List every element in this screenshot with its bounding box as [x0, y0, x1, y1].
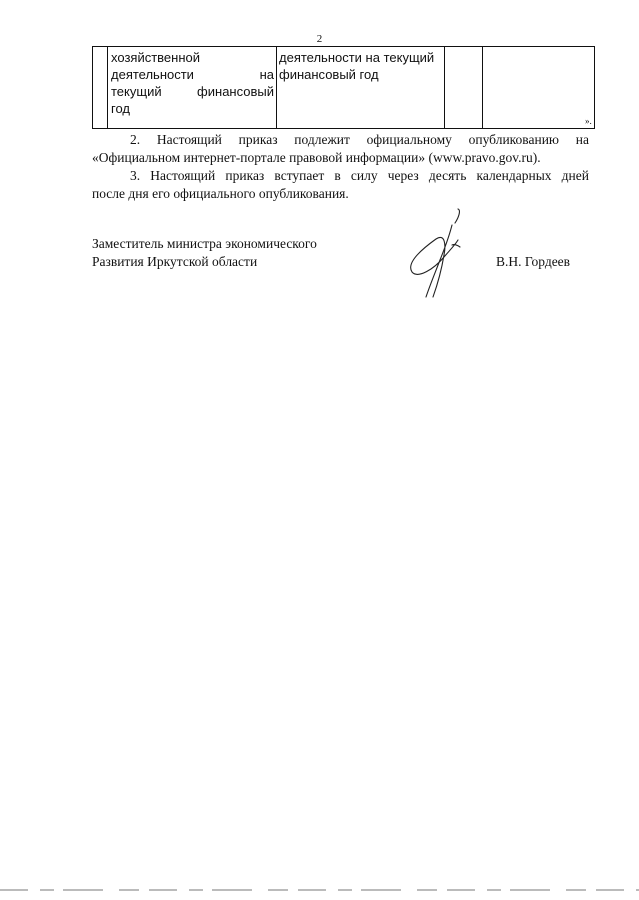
table-cell-empty: [483, 47, 595, 129]
page-number: 2: [316, 33, 323, 45]
signatory-title-line: Заместитель министра экономического: [92, 236, 317, 251]
cell-text-line: деятельности на: [111, 67, 274, 82]
paragraph-line: «Официальном интернет-портале правовой информации» (www.pravo.gov.ru).: [92, 150, 541, 165]
cell-text-line: текущий финансовый: [111, 84, 274, 99]
paragraph-line: 3. Настоящий приказ вступает в силу через десять календарных дней: [130, 168, 589, 183]
handwritten-signature: [400, 205, 470, 300]
signatory-title: [92, 235, 317, 271]
table-row: [93, 47, 595, 129]
table-cell-description: [108, 47, 277, 129]
cell-text-line: год: [111, 101, 130, 116]
closing-quote: ».: [585, 116, 592, 126]
signatory-name: В.Н. Гордеев: [496, 254, 571, 269]
paragraph-line: 2. Настоящий приказ подлежит официальному опубликованию на: [130, 132, 589, 147]
paragraph-effective-date: [92, 167, 589, 203]
scan-edge-line: [0, 889, 639, 891]
table-cell-index: [93, 47, 108, 129]
cell-text-line: деятельности на текущий: [279, 50, 435, 65]
table-cell-empty: [445, 47, 483, 129]
paragraph-publication: [92, 131, 589, 167]
paragraph-line: после дня его официального опубликования.: [92, 186, 349, 201]
cell-text-line: финансовый год: [279, 67, 379, 82]
table-cell-indicator: [277, 47, 445, 129]
signatory-title-line: Развития Иркутской области: [92, 254, 258, 269]
cell-text-line: хозяйственной: [111, 50, 200, 65]
continuation-table: [92, 46, 595, 129]
